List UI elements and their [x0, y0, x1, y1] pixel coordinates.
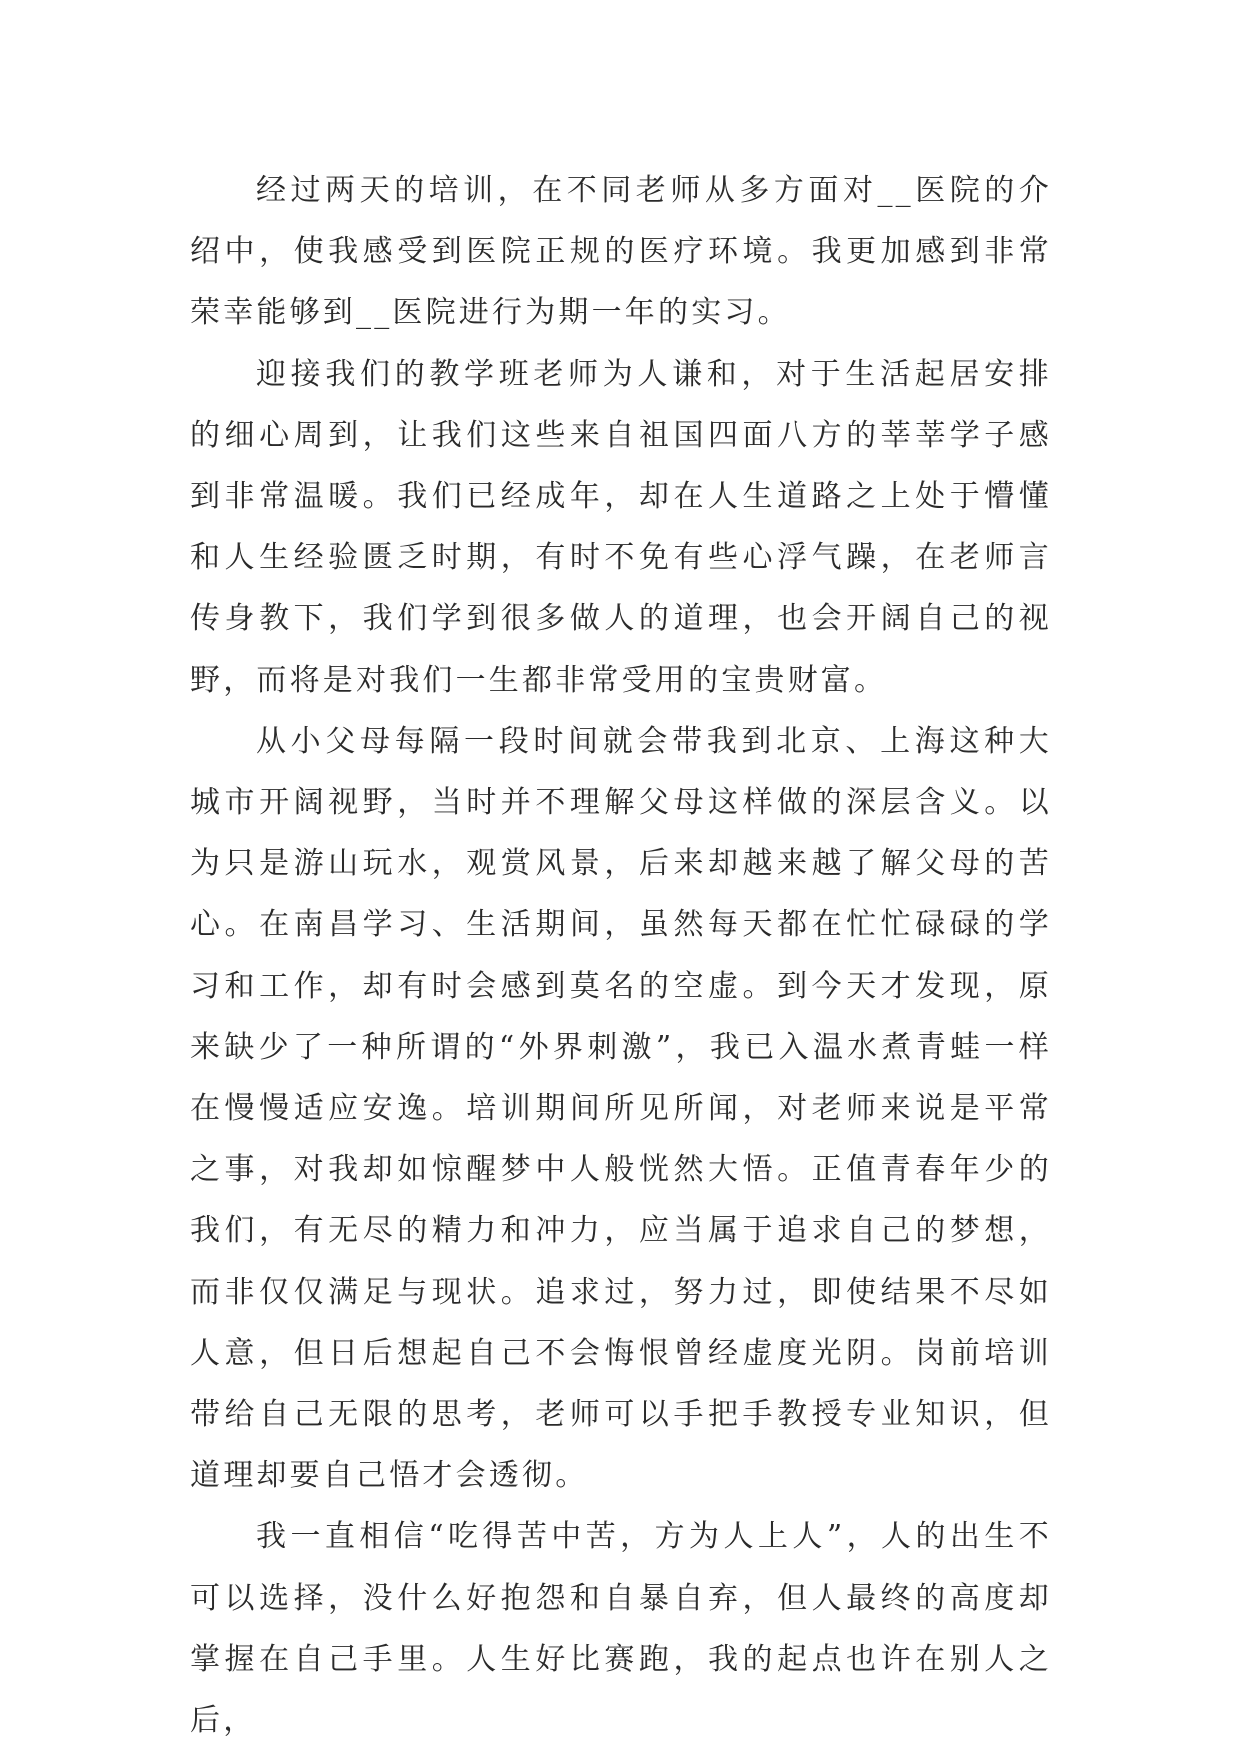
paragraph-1: 经过两天的培训，在不同老师从多方面对__医院的介绍中，使我感受到医院正规的医疗环境。我更加感到非常荣幸能够到__医院进行为期一年的实习。 — [190, 173, 1052, 331]
document-body — [190, 160, 1052, 1751]
paragraph-2: 迎接我们的教学班老师为人谦和，对于生活起居安排的细心周到，让我们这些来自祖国四面八方的莘莘学子感到非常温暖。我们已经成年，却在人生道路之上处于懵懂和人生经验匮乏时期，有时不免有些心浮气躁，在老师言传身教下，我们学到很多做人的道理，也会开阔自己的视野，而将是对我们一生都非常受用的宝贵财富。 — [190, 356, 1052, 698]
paragraph-3: 从小父母每隔一段时间就会带我到北京、上海这种大城市开阔视野，当时并不理解父母这样做的深层含义。以为只是游山玩水，观赏风景，后来却越来越了解父母的苦心。在南昌学习、生活期间，虽然每天都在忙忙碌碌的学习和工作，却有时会感到莫名的空虚。到今天才发现，原来缺少了一种所谓的“外界刺激”，我已入温水煮青蛙一样在慢慢适应安逸。培训期间所见所闻，对老师来说是平常之事，对我却如惊醒梦中人般恍然大悟。正值青春年少的我们，有无尽的精力和冲力，应当属于追求自己的梦想，而非仅仅满足与现状。追求过，努力过，即使结果不尽如人意，但日后想起自己不会悔恨曾经虚度光阴。岗前培训带给自己无限的思考，老师可以手把手教授专业知识，但道理却要自己悟才会透彻。 — [190, 723, 1052, 1494]
paragraph-4: 我一直相信“吃得苦中苦，方为人上人”，人的出生不可以选择，没什么好抱怨和自暴自弃，但人最终的高度却掌握在自己手里。人生好比赛跑，我的起点也许在别人之后， — [190, 1519, 1052, 1739]
